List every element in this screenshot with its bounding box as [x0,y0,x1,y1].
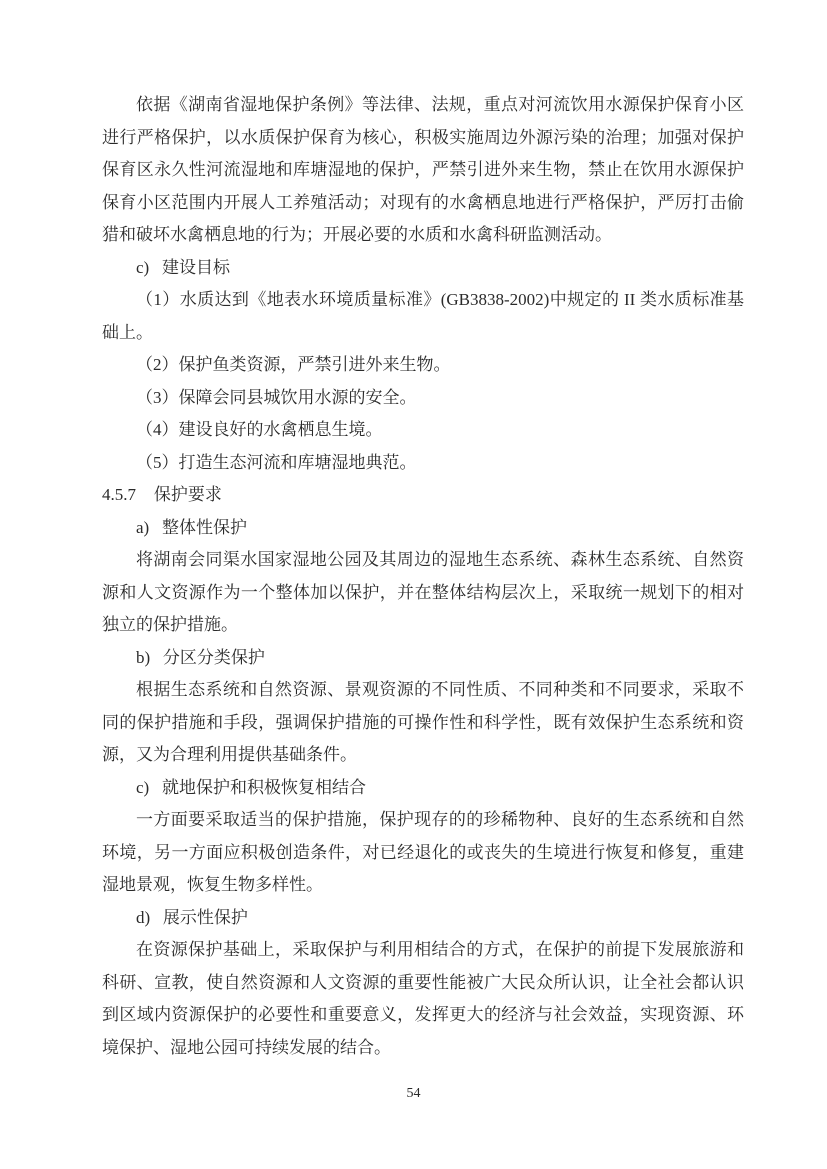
document-content [102,89,744,1064]
list-marker: c) [136,257,150,277]
list-item-label: 分区分类保护 [162,647,265,667]
section-number: 4.5.7 [102,485,136,504]
list-item-c-insitu-restoration [102,772,744,805]
section-heading-4-5-7 [102,479,744,512]
paragraph-zoned-protection: 根据生态系统和自然资源、景观资源的不同性质、不同种类和不同要求，采取不同的保护措施和手段，强调保护措施的可操作性和科学性，既有效保护生态系统和资源，又为合理利用提供基础条件。 [102,680,744,764]
list-item-b-zoned-protection [102,642,744,675]
list-marker: a) [136,517,150,537]
paragraph-display-protection: 在资源保护基础上，采取保护与利用相结合的方式，在保护的前提下发展旅游和科研、宣教，使自然资源和人文资源的重要性能被广大民众所认识，让全社会都认识到区域内资源保护的必要性和重要意义，发挥更大的经济与社会效益，实现资源、环境保护、湿地公园可持续发展的结合。 [102,940,744,1057]
list-item-goal-3: （3）保障会同县城饮用水源的安全。 [136,387,417,407]
list-item-label: 展示性保护 [162,907,248,927]
list-item-goal-4: （4）建设良好的水禽栖息生境。 [136,420,383,439]
list-item-label: 就地保护和积极恢复相结合 [161,777,366,797]
list-item-c-construction-goals [102,252,744,285]
list-item-a-integral-protection [102,512,744,545]
list-marker: b) [136,647,151,667]
list-marker: d) [136,907,151,927]
list-item-goal-2: （2）保护鱼类资源，严禁引进外来生物。 [136,355,451,374]
list-item-goal-1: （1）水质达到《地表水环境质量标准》(GB3838-2002)中规定的 II 类水质标准基础上。 [102,290,744,342]
list-marker: c) [136,777,150,797]
list-item-label: 整体性保护 [161,517,247,537]
section-title: 保护要求 [153,485,222,504]
list-item-d-display-protection [102,902,744,935]
list-item-goal-5: （5）打造生态河流和库塘湿地典范。 [136,452,417,472]
paragraph-integral-protection: 将湖南会同渠水国家湿地公园及其周边的湿地生态系统、森林生态系统、自然资源和人文资源作为一个整体加以保护，并在整体结构层次上，采取统一规划下的相对独立的保护措施。 [102,550,744,634]
paragraph-protection-measures: 依据《湖南省湿地保护条例》等法律、法规，重点对河流饮用水源保护保育小区进行严格保护，以水质保护保育为核心，积极实施周边外源污染的治理；加强对保护保育区永久性河流湿地和库塘湿地的保护，严禁引进外来生物，禁止在饮用水源保护保育小区范围内开展人工养殖活动；对现有的水禽栖息地进行严格保护，严厉打击偷猎和破坏水禽栖息地的行为；开展必要的水质和水禽科研监测活动。 [102,95,744,244]
paragraph-insitu-restoration: 一方面要采取适当的保护措施，保护现存的的珍稀物种、良好的生态系统和自然环境，另一方面应积极创造条件，对已经退化的或丧失的生境进行恢复和修复，重建湿地景观，恢复生物多样性。 [102,810,744,894]
list-item-label: 建设目标 [161,257,230,277]
page-number: 54 [406,1086,421,1101]
